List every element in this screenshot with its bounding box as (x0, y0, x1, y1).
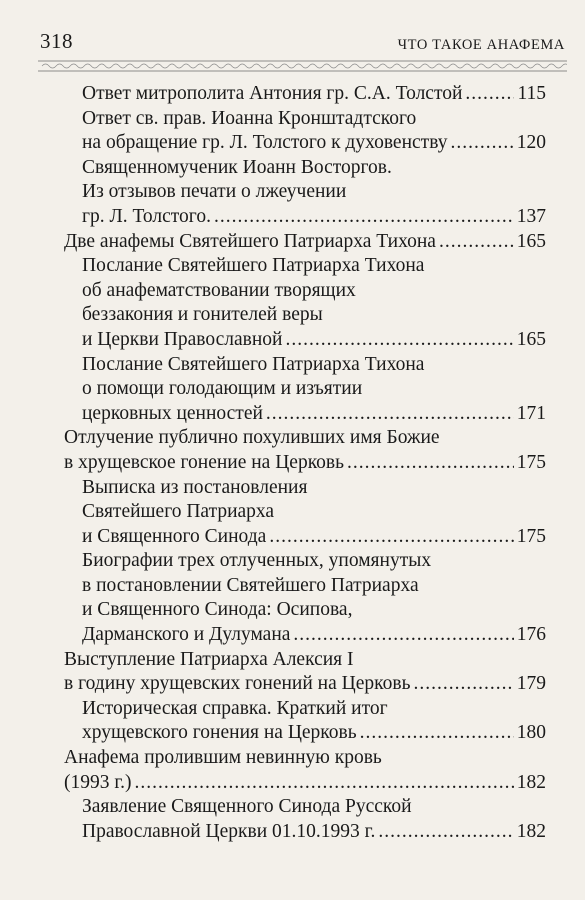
toc-entry-text: (1993 г.) (64, 771, 132, 793)
dot-leader (214, 205, 514, 230)
dot-leader (451, 131, 514, 156)
page-number: 318 (40, 29, 73, 53)
toc-entry-last-line (82, 328, 546, 353)
dot-leader (413, 672, 513, 697)
toc-entry-line: Отлучение публично похуливших имя Божие (64, 427, 440, 449)
toc-page-number: 115 (517, 83, 546, 104)
toc-page-number: 165 (516, 230, 546, 252)
dot-leader (347, 451, 514, 476)
toc-page-number: 175 (516, 451, 546, 473)
dot-leader (135, 771, 514, 796)
toc-entry-line: о помощи голодающим и изъятии (82, 378, 363, 400)
toc-entry-last-line (82, 721, 546, 746)
toc-entry-line: Ответ св. прав. Иоанна Кронштадтского (82, 107, 417, 129)
toc-entry-text: и Священного Синода (82, 525, 267, 547)
toc-entry-line: Биографии трех отлученных, упомянутых (82, 550, 432, 572)
toc-entry-line: Выписка из постановления (82, 476, 308, 498)
toc-entry-line: Святейшего Патриарха (82, 501, 275, 523)
dot-leader (293, 623, 513, 648)
toc-entry-text: в годину хрущевских гонений на Церковь (64, 673, 411, 695)
toc-entry-last-line (82, 82, 546, 107)
toc-page-number: 176 (516, 624, 546, 646)
header-ornament (38, 60, 567, 72)
table-of-contents (0, 82, 585, 844)
toc-entry-text: Дарманского и Дулумана (82, 624, 291, 646)
toc-entry-line: Священномученик Иоанн Восторгов. (82, 156, 392, 178)
dot-leader (378, 820, 513, 845)
toc-entry-line: беззакония и гонителей веры (82, 304, 323, 326)
toc-entry-text: и Церкви Православной (82, 328, 283, 350)
toc-entry-line: Из отзывов печати о лжеучении (82, 181, 347, 203)
toc-page-number: 182 (516, 771, 546, 793)
toc-entry-text: гр. Л. Толстого. (82, 205, 211, 227)
toc-entry-last-line (82, 623, 546, 648)
toc-page-number: 175 (516, 525, 546, 547)
toc-entry-last-line (82, 402, 546, 427)
toc-entry-line: Послание Святейшего Патриарха Тихона (82, 255, 425, 277)
dot-leader (285, 328, 513, 353)
toc-entry-last-line (64, 771, 546, 796)
toc-entry-text: на обращение гр. Л. Толстого к духовенству (82, 132, 448, 154)
toc-page-number: 179 (516, 673, 546, 695)
toc-page-number: 120 (516, 132, 546, 154)
toc-entry-last-line (64, 230, 546, 255)
toc-entry-text: Две анафемы Святейшего Патриарха Тихона (64, 230, 436, 252)
toc-page-number: 137 (516, 205, 546, 227)
dot-leader (439, 230, 514, 255)
running-title: ЧТО ТАКОЕ АНАФЕМА (397, 37, 565, 53)
toc-entry-line: Анафема пролившим невинную кровь (64, 747, 382, 769)
toc-entry-text: хрущевского гонения на Церковь (82, 722, 357, 744)
toc-page-number: 180 (516, 722, 546, 744)
toc-page-number: 165 (516, 328, 546, 350)
toc-entry-last-line (64, 672, 546, 697)
toc-entry-last-line (82, 205, 546, 230)
toc-entry-line: Заявление Священного Синода Русской (82, 796, 412, 818)
toc-entry-last-line (82, 525, 546, 550)
page-header (40, 28, 565, 54)
dot-leader (465, 82, 514, 107)
toc-entry-line: об анафематствовании творящих (82, 279, 356, 301)
toc-entry-last-line (64, 451, 546, 476)
toc-entry-line: Историческая справка. Краткий итог (82, 697, 388, 719)
toc-entry-text: Ответ митрополита Антония гр. С.А. Толстой (82, 83, 463, 104)
dot-leader (266, 402, 514, 427)
toc-entry-last-line (82, 820, 546, 845)
toc-entry-text: Православной Церкви 01.10.1993 г. (82, 820, 376, 842)
toc-entry-line: Выступление Патриарха Алексия I (64, 648, 354, 670)
toc-page-number: 182 (516, 820, 546, 842)
dot-leader (360, 721, 514, 746)
toc-entry-line: в постановлении Святейшего Патриарха (82, 574, 419, 596)
toc-entry-last-line (82, 131, 546, 156)
ornament-border-icon (38, 60, 567, 72)
toc-entry-line: и Священного Синода: Осипова, (82, 599, 353, 621)
dot-leader (269, 525, 513, 550)
toc-entry-line: Послание Святейшего Патриарха Тихона (82, 353, 425, 375)
toc-entry-text: в хрущевское гонение на Церковь (64, 451, 345, 473)
toc-page-number: 171 (516, 402, 546, 424)
toc-entry-text: церковных ценностей (82, 402, 263, 424)
